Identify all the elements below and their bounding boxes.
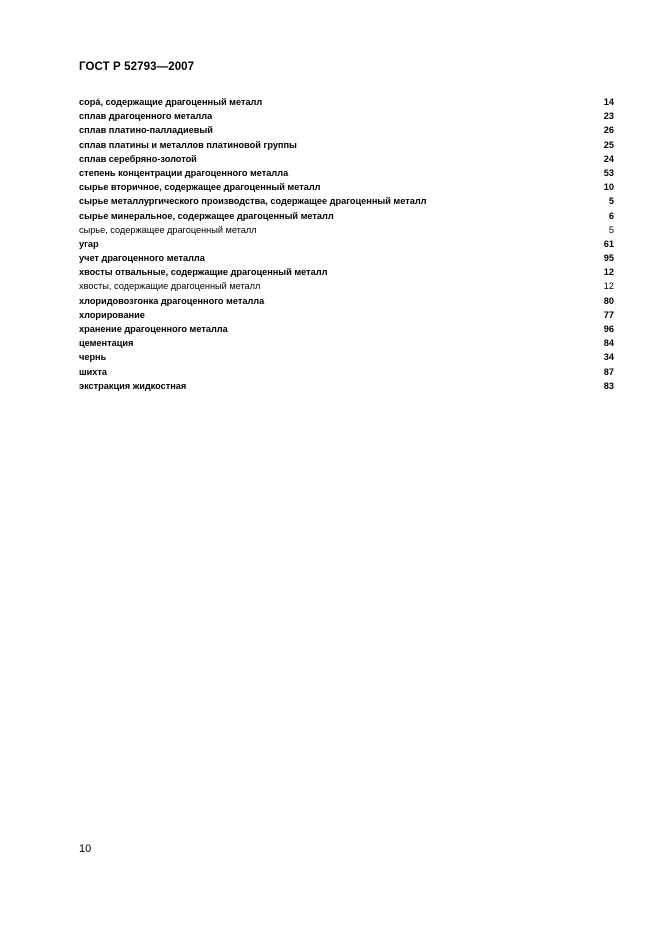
index-page-number: 23 xyxy=(603,111,614,122)
index-entry xyxy=(79,152,614,166)
index-entry xyxy=(79,223,614,237)
index-entry xyxy=(79,180,614,194)
index-term: учет драгоценного металла xyxy=(79,253,205,264)
index-term: хранение драгоценного металла xyxy=(79,324,228,334)
index-page-number: 83 xyxy=(603,380,614,391)
index-page-number: 25 xyxy=(603,139,614,150)
index-page-number: 5 xyxy=(608,224,614,235)
index-entry xyxy=(79,251,614,265)
index-page-number: 95 xyxy=(603,253,614,264)
index-page-number: 24 xyxy=(603,153,614,164)
index-page-number: 12 xyxy=(603,267,614,278)
index-page-number: 61 xyxy=(603,238,614,249)
index-page-number: 77 xyxy=(603,309,614,320)
index-term: шихта xyxy=(79,366,108,377)
index-entry xyxy=(79,336,614,350)
index-entry xyxy=(79,123,614,137)
index-term: хлорирование xyxy=(79,309,145,320)
index-entry xyxy=(79,379,614,393)
index-entry xyxy=(79,308,614,322)
index-entry xyxy=(79,166,614,180)
index-term: угар xyxy=(79,238,99,249)
index-term: сплав платины и металлов платиновой группы xyxy=(79,139,297,150)
index-page-number: 5 xyxy=(608,196,614,207)
page-number: 10 xyxy=(79,843,92,855)
index-page-number: 14 xyxy=(603,97,614,107)
index-term: сплав серебряно-золотой xyxy=(79,153,197,164)
index-entry xyxy=(79,109,614,123)
index-page-number: 6 xyxy=(608,210,614,221)
index-page-number: 96 xyxy=(603,324,614,334)
index-term: экстракция жидкостная xyxy=(79,380,187,391)
index-term: copá, содержащие драгоценный металл xyxy=(79,97,263,107)
index-term: сырье вторичное, содержащее драгоценный металл xyxy=(79,182,321,193)
index-entry xyxy=(79,138,614,152)
index-entry xyxy=(79,350,614,364)
index-entry xyxy=(79,365,614,379)
index-term: хвосты отвальные, содержащие драгоценный металл xyxy=(79,267,328,278)
index-entry xyxy=(79,279,614,293)
index-term: степень концентрации драгоценного металла xyxy=(79,167,289,178)
alphabetical-index xyxy=(79,95,614,393)
index-page-number: 12 xyxy=(603,281,614,292)
index-entry xyxy=(79,294,614,308)
index-term: сплав драгоценного металла xyxy=(79,111,213,122)
index-entry xyxy=(79,322,614,336)
index-entry xyxy=(79,265,614,279)
document-header: ГОСТ Р 52793—2007 xyxy=(79,61,195,73)
index-page-number: 84 xyxy=(603,338,614,349)
index-page-number: 34 xyxy=(603,352,614,363)
index-term: сырье, содержащее драгоценный металл xyxy=(79,224,257,235)
index-term: сплав платино-палладиевый xyxy=(79,125,213,136)
index-term: хвосты, содержащие драгоценный металл xyxy=(79,281,261,292)
index-entry xyxy=(79,237,614,251)
index-page-number: 87 xyxy=(603,366,614,377)
index-entry xyxy=(79,95,614,109)
index-term: сырье минеральное, содержащее драгоценный металл xyxy=(79,210,334,221)
index-page-number: 10 xyxy=(603,182,614,193)
index-page-number: 26 xyxy=(603,125,614,136)
index-term: цементация xyxy=(79,338,134,349)
index-entry xyxy=(79,209,614,223)
index-entry xyxy=(79,194,614,208)
index-term: чернь xyxy=(79,352,107,363)
index-page-number: 53 xyxy=(603,167,614,178)
index-term: хлоридовозгонка драгоценного металла xyxy=(79,295,265,306)
index-page-number: 80 xyxy=(603,295,614,306)
index-term: сырье металлургического производства, содержащее драгоценный металл xyxy=(79,196,427,207)
